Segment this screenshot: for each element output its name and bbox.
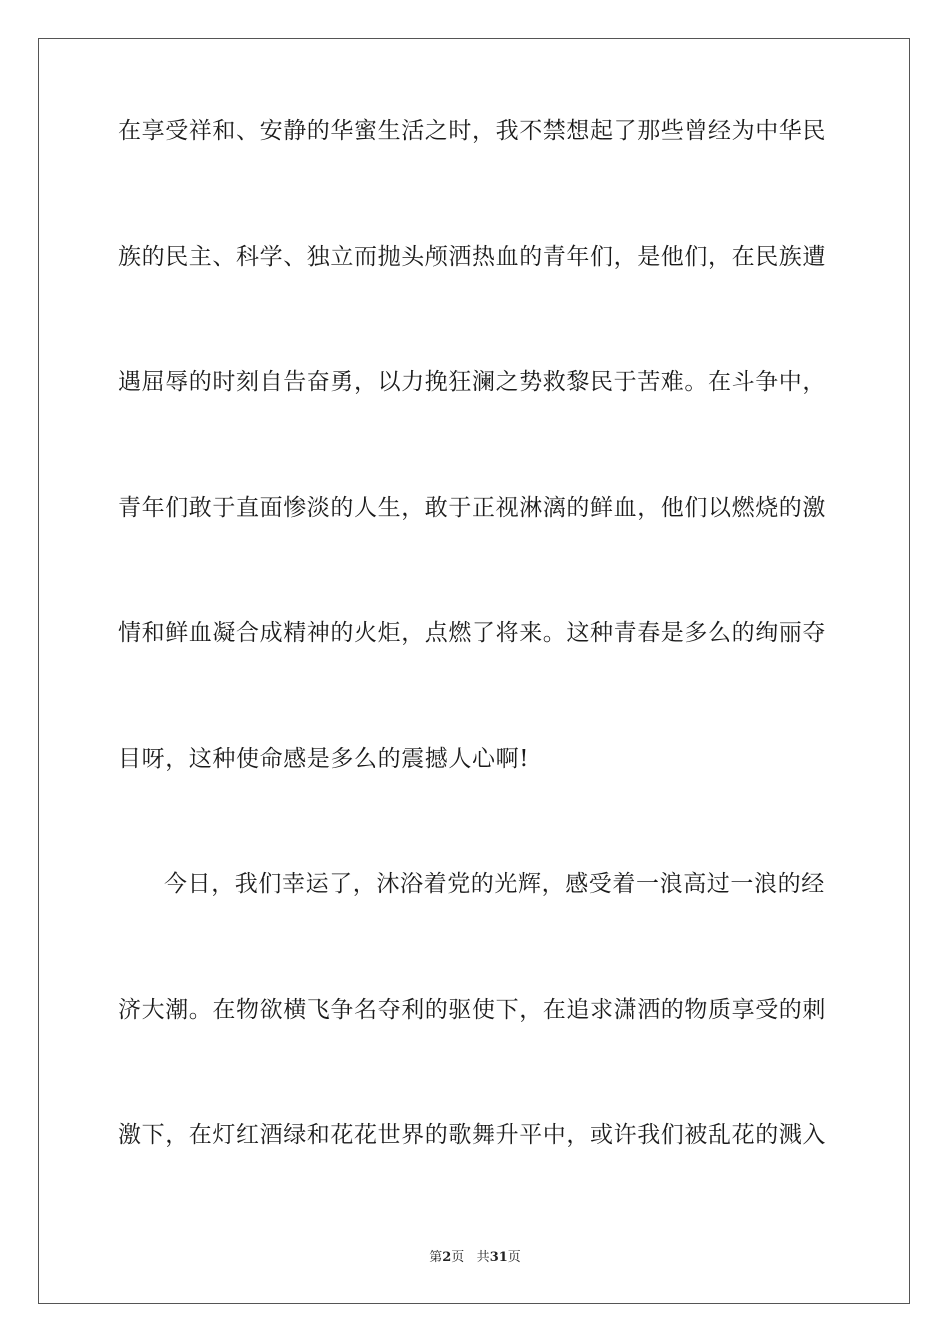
text-line-5: 情和鲜血凝合成精神的火炬，点燃了将来。这种青春是多么的绚丽夺 xyxy=(118,620,826,646)
page-suffix: 页 xyxy=(451,1250,465,1265)
page-footer xyxy=(0,1246,950,1265)
document-body xyxy=(118,100,834,1167)
text-line-9: 激下，在灯红酒绿和花花世界的歌舞升平中，或许我们被乱花的溅入 xyxy=(118,1122,826,1148)
text-line-4: 青年们敢于直面惨淡的人生，敢于正视淋漓的鲜血，他们以燃烧的激 xyxy=(118,494,826,521)
text-line-8: 济大潮。在物欲横飞争名夺利的驱使下，在追求潇洒的物质享受的刺 xyxy=(118,996,826,1023)
text-line-7: 今日，我们幸运了，沐浴着党的光辉，感受着一浪高过一浪的经 xyxy=(164,871,825,897)
page-prefix: 第 xyxy=(429,1250,443,1265)
text-line-2: 族的民主、科学、独立而抛头颅洒热血的青年们，是他们，在民族遭 xyxy=(118,243,826,270)
total-pages: 31 xyxy=(489,1250,508,1265)
total-prefix: 共 xyxy=(476,1250,490,1265)
page-number: 2 xyxy=(442,1250,452,1265)
text-line-3: 遇屈辱的时刻自告奋勇，以力挽狂澜之势救黎民于苦难。在斗争中， xyxy=(118,369,826,395)
text-line-6: 目呀，这种使命感是多么的震撼人心啊! xyxy=(118,745,530,772)
total-suffix: 页 xyxy=(507,1250,521,1265)
text-line-1: 在享受祥和、安静的华蜜生活之时，我不禁想起了那些曾经为中华民 xyxy=(118,118,826,144)
